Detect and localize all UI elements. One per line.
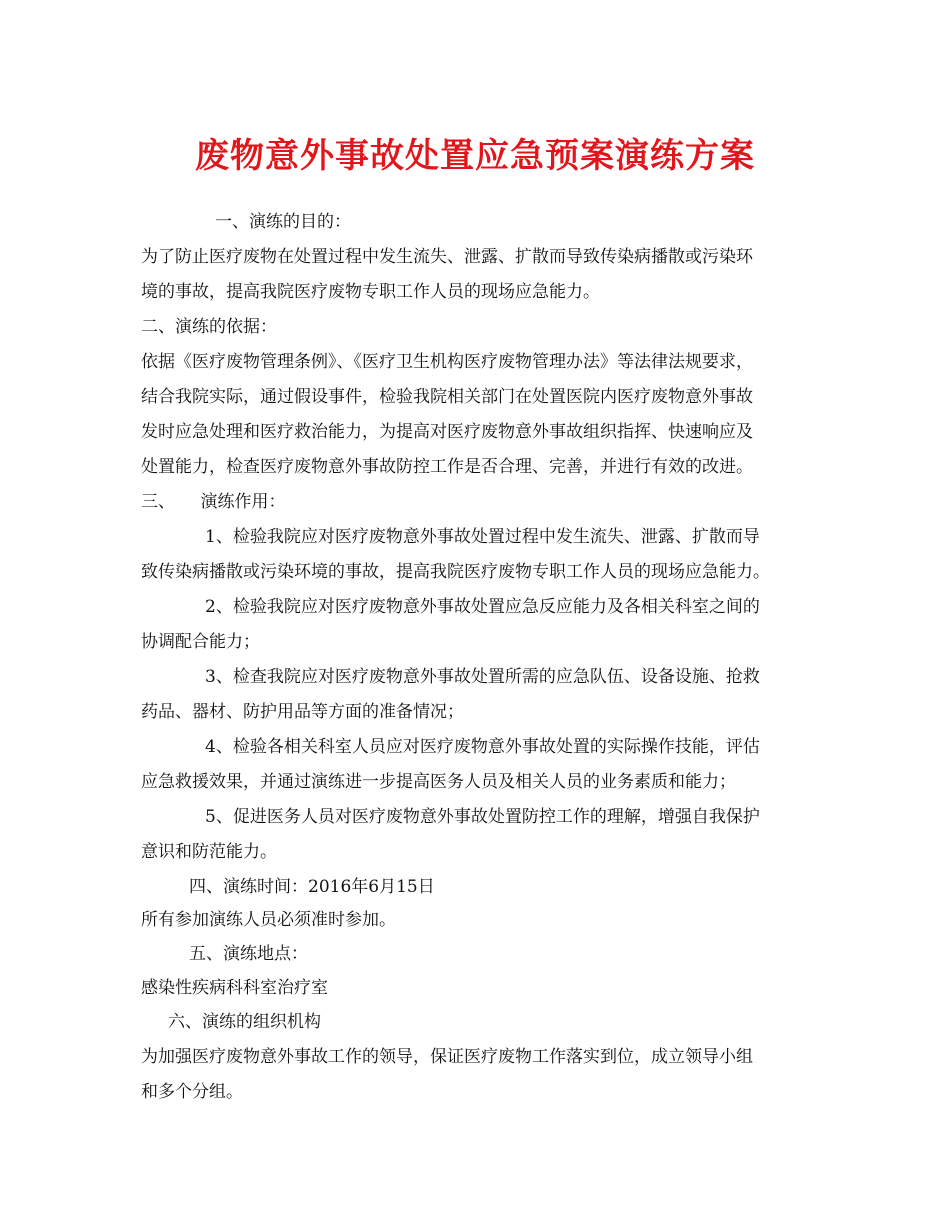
paragraph-line: 意识和防范能力。 xyxy=(141,842,277,862)
section-heading-role: 三、 演练作用： xyxy=(141,492,286,512)
section-heading-time: 四、演练时间：2016年6月15日 xyxy=(189,877,435,897)
paragraph-line: 境的事故，提高我院医疗废物专职工作人员的现场应急能力。 xyxy=(141,282,600,302)
list-item-1: 1、检验我院应对医疗废物意外事故处置过程中发生流失、泄露、扩散而导 xyxy=(205,527,760,547)
section-heading-location: 五、演练地点： xyxy=(189,944,308,964)
paragraph-line: 应急救援效果，并通过演练进一步提高医务人员及相关人员的业务素质和能力； xyxy=(141,772,736,792)
paragraph-line: 和多个分组。 xyxy=(141,1082,243,1102)
paragraph-line: 感染性疾病科科室治疗室 xyxy=(141,978,328,998)
section-heading-basis: 二、演练的依据： xyxy=(141,317,277,337)
paragraph-line: 依据《医疗废物管理条例》、《医疗卫生机构医疗废物管理办法》等法律法规要求， xyxy=(141,352,753,372)
paragraph-line: 处置能力，检查医疗废物意外事故防控工作是否合理、完善，并进行有效的改进。 xyxy=(141,457,753,477)
list-item-5: 5、促进医务人员对医疗废物意外事故处置防控工作的理解，增强自我保护 xyxy=(205,807,760,827)
paragraph-line: 致传染病播散或污染环境的事故，提高我院医疗废物专职工作人员的现场应急能力。 xyxy=(141,562,770,582)
paragraph-line: 协调配合能力； xyxy=(141,632,260,652)
paragraph-line: 为了防止医疗废物在处置过程中发生流失、泄露、扩散而导致传染病播散或污染环 xyxy=(141,247,753,267)
section-heading-purpose: 一、演练的目的： xyxy=(215,212,351,232)
paragraph-line: 药品、器材、防护用品等方面的准备情况； xyxy=(141,702,464,722)
paragraph-line: 结合我院实际，通过假设事件，检验我院相关部门在处置医院内医疗废物意外事故 xyxy=(141,387,753,407)
section-heading-organization: 六、演练的组织机构 xyxy=(168,1012,321,1032)
document-title: 废物意外事故处置应急预案演练方案 xyxy=(195,136,755,176)
list-item-2: 2、检验我院应对医疗废物意外事故处置应急反应能力及各相关科室之间的 xyxy=(205,597,760,617)
paragraph-line: 所有参加演练人员必须准时参加。 xyxy=(141,910,396,930)
paragraph-line: 为加强医疗废物意外事故工作的领导，保证医疗废物工作落实到位，成立领导小组 xyxy=(141,1047,753,1067)
paragraph-line: 发时应急处理和医疗救治能力，为提高对医疗废物意外事故组织指挥、快速响应及 xyxy=(141,422,753,442)
list-item-4: 4、检验各相关科室人员应对医疗废物意外事故处置的实际操作技能，评估 xyxy=(205,737,760,757)
list-item-3: 3、检查我院应对医疗废物意外事故处置所需的应急队伍、设备设施、抢救 xyxy=(205,667,760,687)
